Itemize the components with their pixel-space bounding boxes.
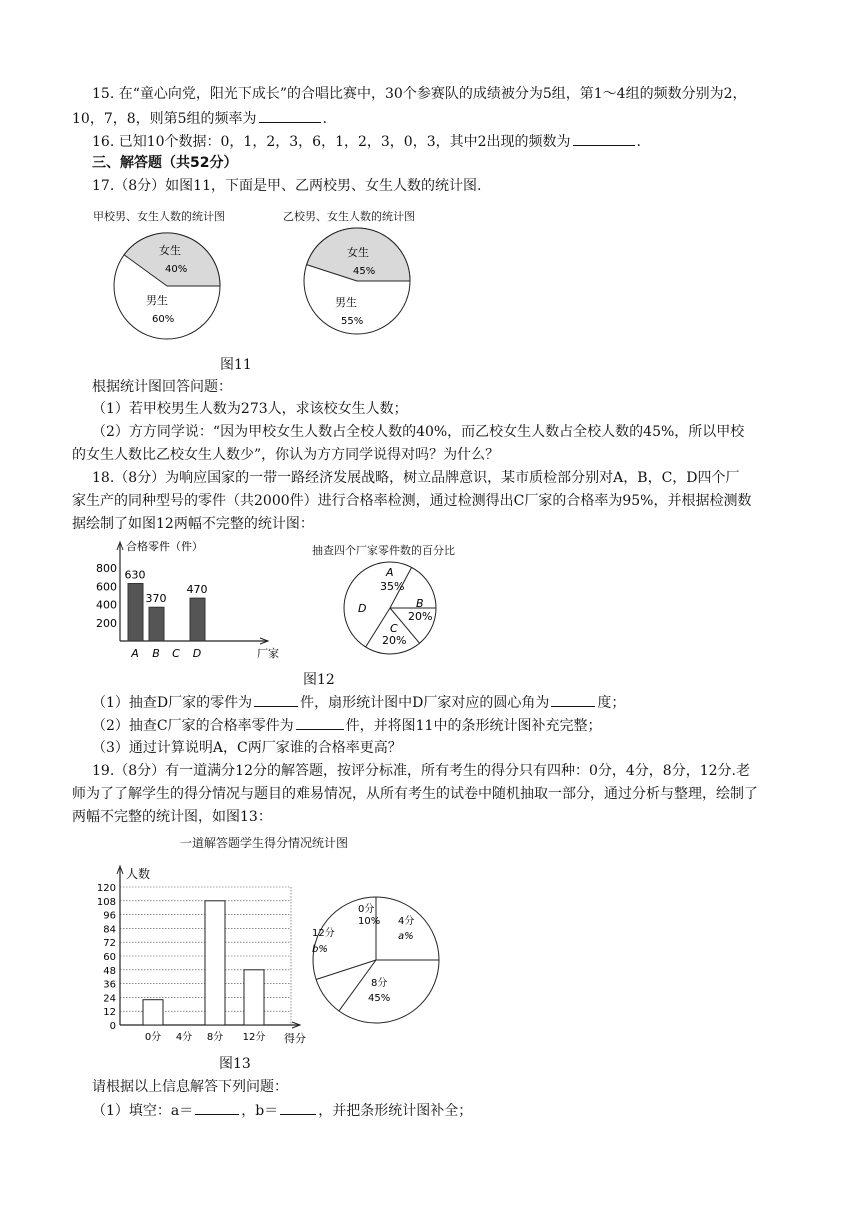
q18-p2-end: 件，并将图11中的条形统计图补充完整； xyxy=(345,718,602,734)
answer-blank[interactable] xyxy=(259,108,321,123)
x-axis-label: 得分 xyxy=(284,1032,306,1045)
slice-label: D xyxy=(358,602,367,615)
slice-value: 20% xyxy=(408,610,433,623)
slice-value: b% xyxy=(312,944,328,955)
q15-end: . xyxy=(322,111,327,127)
y-axis-label: 人数 xyxy=(126,867,151,881)
pie-chart-factory xyxy=(342,560,438,656)
answer-blank[interactable] xyxy=(254,692,298,707)
y-tick-label: 0 xyxy=(109,1021,116,1032)
q17-part1: （1）若甲校男生人数为273人，求该校女生人数； xyxy=(92,401,408,417)
q19-line3: 两幅不完整的统计图，如图13： xyxy=(72,809,272,825)
y-tick-label: 120 xyxy=(96,883,116,894)
q18-part3: （3）通过计算说明A，C两厂家谁的合格率更高？ xyxy=(92,740,402,756)
y-tick-label: 200 xyxy=(96,616,117,630)
answer-blank[interactable] xyxy=(551,692,595,707)
answer-blank[interactable] xyxy=(573,131,635,146)
q17-prompt: 根据统计图回答问题： xyxy=(92,379,232,395)
pie-chart-score xyxy=(312,868,442,1026)
x-tick-label: B xyxy=(152,647,160,660)
slice-label: C xyxy=(390,622,398,635)
slice-value: 45% xyxy=(353,266,376,277)
pie18-title: 抽查四个厂家零件数的百分比 xyxy=(312,544,455,557)
q15-text: 10，7，8，则第5组的频率为 xyxy=(72,111,257,127)
q18-p2-text: （2）抽查C厂家的合格率零件为 xyxy=(92,718,294,734)
x-tick-label: C xyxy=(172,647,180,660)
slice-label: A xyxy=(386,566,394,579)
slice-value: 45% xyxy=(368,993,391,1004)
figure-caption-13: 图13 xyxy=(219,1056,251,1072)
x-tick-label: 0分 xyxy=(144,1032,162,1043)
slice-value: 35% xyxy=(380,580,405,593)
slice-label: 男生 xyxy=(146,294,168,307)
x-tick-label: 8分 xyxy=(206,1032,224,1043)
y-tick-label: 800 xyxy=(96,562,117,575)
bar xyxy=(190,598,205,641)
y-tick-label: 12 xyxy=(103,1007,116,1019)
pie-chart-school-a xyxy=(112,228,222,346)
bar xyxy=(149,607,164,641)
slice-value: 10% xyxy=(358,916,381,927)
x-tick-label: 4分 xyxy=(175,1032,193,1043)
pie2-title: 乙校男、女生人数的统计图 xyxy=(283,210,415,223)
q19-chart-title: 一道解答题学生得分情况统计图 xyxy=(180,836,349,850)
q16-line xyxy=(92,131,641,152)
slice-value: 20% xyxy=(382,634,407,647)
slice-label: 4分 xyxy=(398,916,415,927)
slice-label: B xyxy=(416,597,424,610)
q18-p1-text2: 件，扇形统计图中D厂家对应的圆心角为 xyxy=(300,695,550,711)
y-tick-label: 60 xyxy=(103,952,116,963)
q18-line1: 18.（8分）为响应国家的一带一路经济发展战略，树立品牌意识，某市质检部分别对A，B，C，D四个厂 xyxy=(92,470,740,486)
q18-part1 xyxy=(92,692,625,713)
q17-part2-line2: 的女生人数比乙校女生人数少”，你认为方方同学说得对吗？为什么？ xyxy=(72,447,500,463)
figure-caption-11: 图11 xyxy=(220,357,252,373)
bar xyxy=(143,1000,163,1025)
bar xyxy=(128,584,143,641)
y-tick-label: 24 xyxy=(103,993,116,1005)
x-tick-label: D xyxy=(192,647,202,660)
slice-label: 12分 xyxy=(312,928,335,939)
q17-intro: 17.（8分）如图11，下面是甲、乙两校男、女生人数的统计图. xyxy=(92,178,482,194)
y-axis-label: 合格零件（件） xyxy=(126,540,203,553)
slice-label: 8分 xyxy=(371,978,388,989)
y-tick-label: 36 xyxy=(103,979,116,991)
answer-blank[interactable] xyxy=(296,715,344,730)
q18-part2 xyxy=(92,715,601,736)
x-axis-label: 厂家 xyxy=(257,647,279,660)
answer-blank[interactable] xyxy=(280,1100,316,1115)
slice-value: a% xyxy=(398,931,414,942)
bar xyxy=(205,901,225,1025)
bar-value-label: 470 xyxy=(186,583,208,597)
q19-line2: 师为了了解学生的得分情况与题目的难易情况，从所有考生的试卷中随机抽取一部分，通过分析与整理，绘制了 xyxy=(72,786,758,802)
q18-line2: 家生产的同种型号的零件（共2000件）进行合格率检测，通过检测得出C厂家的合格率为95%，并根据检测数 xyxy=(72,493,752,509)
slice-label: 男生 xyxy=(335,296,357,309)
y-tick-label: 400 xyxy=(96,598,117,612)
figure-caption-12: 图12 xyxy=(303,672,335,688)
bar-chart-factory xyxy=(90,538,300,663)
slice-value: 55% xyxy=(341,316,364,327)
q19-part1 xyxy=(92,1100,472,1121)
q16-text: 16. 已知10个数据：0，1，2，3，6，1，2，3，0，3，其中2出现的频数为 xyxy=(92,134,571,150)
q15-line2 xyxy=(72,108,327,129)
q18-line3: 据绘制了如图12两幅不完整的统计图： xyxy=(72,516,314,532)
q19-line1: 19.（8分）有一道满分12分的解答题，按评分标准，所有考生的得分只有四种：0分，4分，8分，12分.老 xyxy=(92,763,750,779)
pie-chart-school-b xyxy=(301,223,413,341)
x-tick-label: 12分 xyxy=(242,1032,266,1043)
section-title: 三、解答题（共52分） xyxy=(92,155,238,171)
q19-p1-text2: ，b＝ xyxy=(241,1103,279,1119)
slice-value: 60% xyxy=(152,314,175,325)
pie1-title: 甲校男、女生人数的统计图 xyxy=(93,210,225,223)
y-tick-label: 84 xyxy=(103,924,116,936)
y-tick-label: 48 xyxy=(103,965,116,977)
y-tick-label: 108 xyxy=(96,896,116,908)
q19-prompt: 请根据以上信息解答下列问题： xyxy=(92,1079,288,1095)
slice-label: 女生 xyxy=(159,244,181,257)
y-tick-label: 96 xyxy=(103,910,116,922)
slice-label: 0分 xyxy=(358,904,375,915)
q18-p1-end: 度； xyxy=(597,695,626,711)
bar-chart-score xyxy=(88,864,313,1044)
q19-p1-text: （1）填空：a＝ xyxy=(92,1103,194,1119)
q18-p1-text: （1）抽查D厂家的零件为 xyxy=(92,695,253,711)
bar xyxy=(244,970,264,1025)
slice-label: 女生 xyxy=(347,246,369,259)
y-tick-label: 72 xyxy=(103,938,116,950)
y-tick-label: 600 xyxy=(96,580,117,594)
bar-value-label: 370 xyxy=(145,592,167,606)
q15-line1: 15. 在“童心向党，阳光下成长”的合唱比赛中，30个参赛队的成绩被分为5组，第1～4组的频数分别为2， xyxy=(92,86,747,102)
answer-blank[interactable] xyxy=(195,1100,239,1115)
slice-value: 40% xyxy=(165,264,188,275)
q19-p1-end: ，并把条形统计图补全； xyxy=(318,1103,473,1119)
x-tick-label: A xyxy=(131,647,139,660)
bar-value-label: 630 xyxy=(124,568,146,582)
q16-end: . xyxy=(636,134,641,150)
q17-part2-line1: （2）方方同学说：“因为甲校女生人数占全校人数的40%，而乙校女生人数占全校人数的45%，所以甲校 xyxy=(92,424,745,440)
